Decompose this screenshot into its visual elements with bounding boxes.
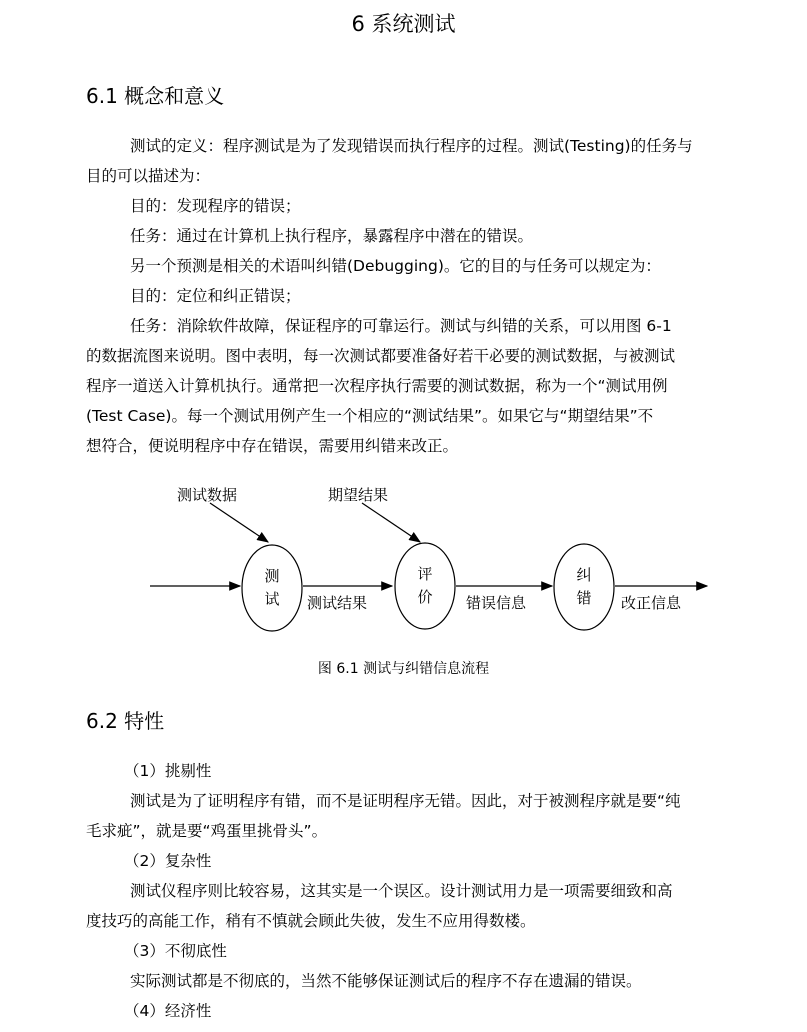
edge-test-result: 测试结果 <box>307 594 368 612</box>
paragraph-line: 测试是为了证明程序有错，而不是证明程序无错。因此，对于被测程序就是要“纯 <box>130 792 681 810</box>
paragraph-line: 另一个预测是相关的术语叫纠错(Debugging)。它的目的与任务可以规定为： <box>130 257 661 275</box>
paragraph-line: 想符合，便说明程序中存在错误，需要用纠错来改正。 <box>86 437 459 455</box>
edge-error-info: 错误信息 <box>466 594 527 612</box>
list-item-heading: （4）经济性 <box>124 1002 212 1020</box>
label-test-data: 测试数据 <box>177 486 238 504</box>
list-item-heading: （1）挑剔性 <box>124 762 212 780</box>
paragraph-line: (Test Case)。每一个测试用例产生一个相应的“测试结果”。如果它与“期望结果”不 <box>86 407 654 425</box>
paragraph-line: 目的：发现程序的错误； <box>130 197 301 215</box>
paragraph-line: 目的可以描述为： <box>86 167 211 185</box>
paragraph-line: 度技巧的高能工作，稍有不慎就会顾此失彼，发生不应用得数楼。 <box>86 912 536 930</box>
paragraph-line: 程序一道送入计算机执行。通常把一次程序执行需要的测试数据，称为一个“测试用例 <box>86 377 668 395</box>
node-test <box>242 545 302 631</box>
figure-caption: 图 6.1 测试与纠错信息流程 <box>317 661 490 677</box>
paragraph-line: 目的：定位和纠正错误； <box>130 287 301 305</box>
arrow-expected <box>362 503 420 542</box>
label-expected-result: 期望结果 <box>328 486 389 504</box>
node-evaluate-label: 评 <box>417 565 433 583</box>
section-heading-6-2: 6.2 特性 <box>86 709 165 733</box>
data-flow-diagram <box>0 470 807 650</box>
paragraph-line: 测试的定义：程序测试是为了发现错误而执行程序的过程。测试(Testing)的任务与 <box>130 137 693 155</box>
paragraph-line: 测试仪程序则比较容易，这其实是一个误区。设计测试用力是一项需要细致和高 <box>130 882 673 900</box>
node-debug-label: 错 <box>576 589 592 607</box>
node-debug <box>554 544 614 630</box>
page-title: 6 系统测试 <box>351 12 456 36</box>
node-evaluate-label: 价 <box>417 588 433 606</box>
node-evaluate <box>395 543 455 629</box>
list-item-heading: （3）不彻底性 <box>124 942 227 960</box>
node-debug-label: 纠 <box>576 566 592 584</box>
paragraph-line: 毛求疵”，就是要“鸡蛋里挑骨头”。 <box>86 822 328 840</box>
section-heading-6-1: 6.1 概念和意义 <box>86 84 225 108</box>
arrow-testdata <box>210 503 268 542</box>
paragraph-line: 实际测试都是不彻底的，当然不能够保证测试后的程序不存在遗漏的错误。 <box>130 972 642 990</box>
node-test-label: 试 <box>264 590 280 608</box>
paragraph-line: 任务：通过在计算机上执行程序，暴露程序中潜在的错误。 <box>130 227 534 245</box>
paragraph-line: 的数据流图来说明。图中表明，每一次测试都要准备好若干必要的测试数据，与被测试 <box>86 347 676 365</box>
paragraph-line: 任务：消除软件故障，保证程序的可靠运行。测试与纠错的关系，可以用图 6-1 <box>130 317 672 335</box>
list-item-heading: （2）复杂性 <box>124 852 212 870</box>
edge-fix-info: 改正信息 <box>621 594 682 612</box>
node-test-label: 测 <box>264 567 280 585</box>
